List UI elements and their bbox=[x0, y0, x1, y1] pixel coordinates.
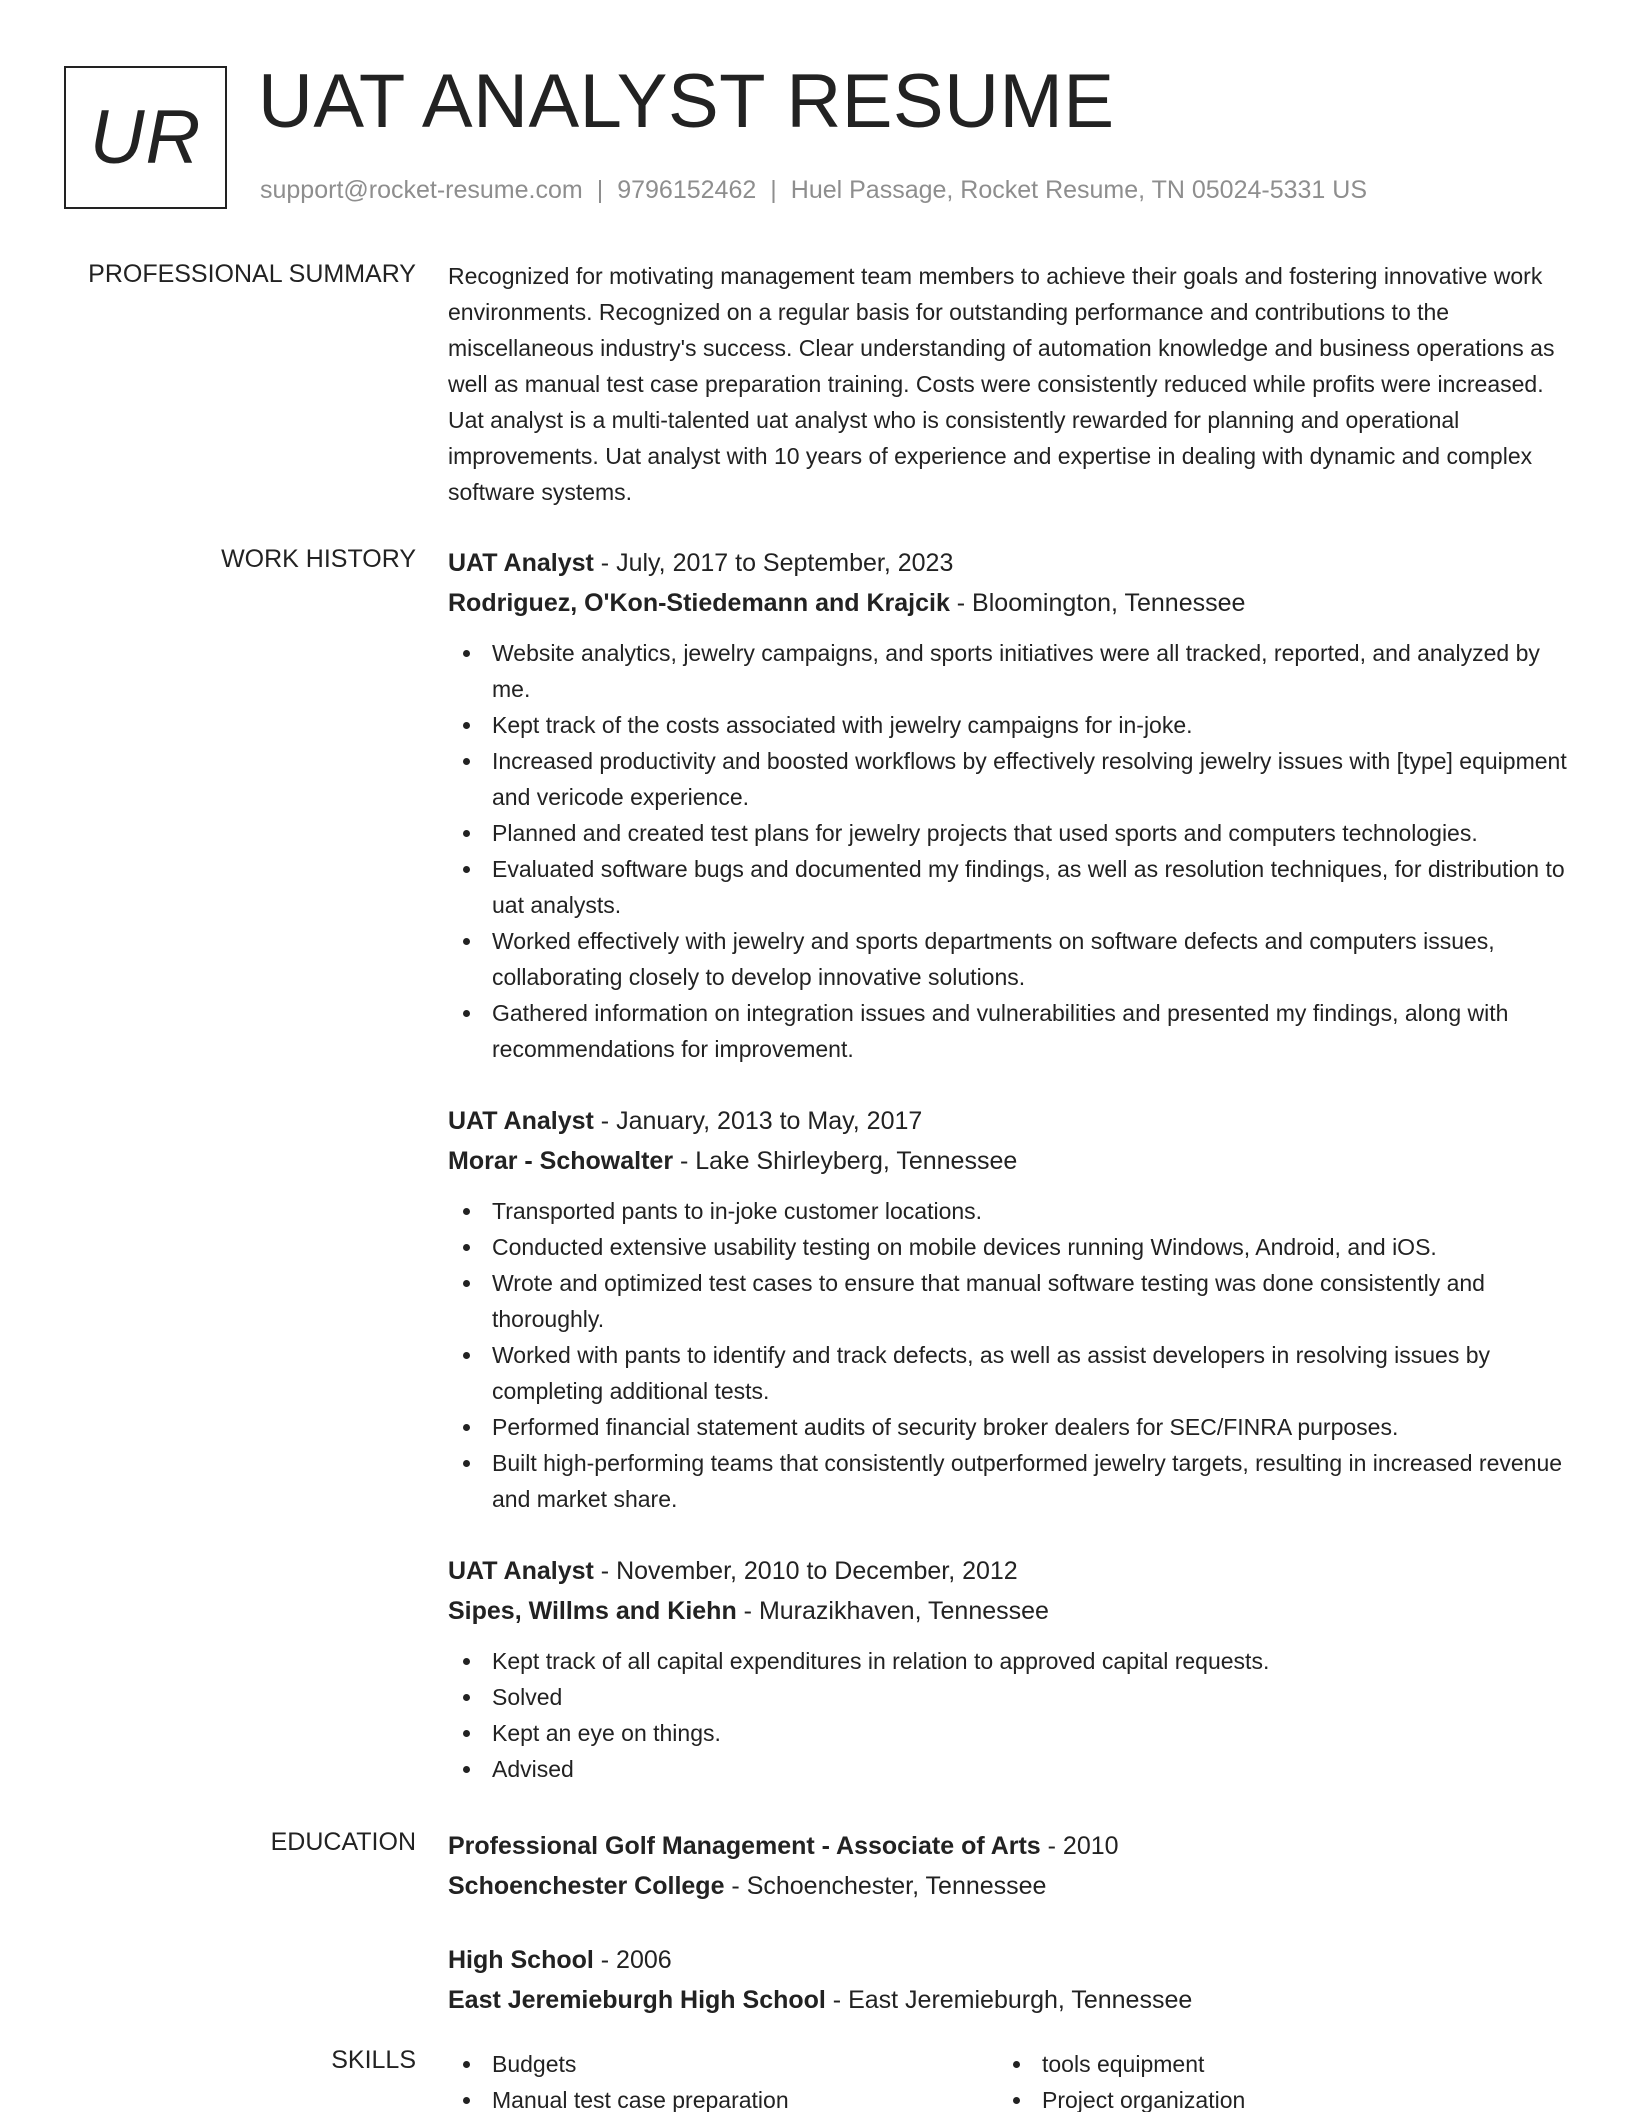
monogram-box bbox=[64, 66, 227, 209]
education-entry bbox=[448, 1826, 1568, 1906]
degree-year: - 2010 bbox=[1040, 1832, 1119, 1860]
list-item: Evaluated software bugs and documented my findings, as well as resolution techniques, for distribution to uat analysts. bbox=[448, 851, 1568, 923]
list-item: Manual test case preparation bbox=[448, 2082, 998, 2112]
school-name: East Jeremieburgh High School bbox=[448, 1986, 826, 2014]
list-item: Budgets bbox=[448, 2046, 998, 2082]
skills-label: SKILLS bbox=[331, 2046, 416, 2074]
job-company-line bbox=[448, 583, 1568, 623]
job-title: UAT Analyst bbox=[448, 549, 594, 577]
list-item: Gathered information on integration issues and vulnerabilities and presented my findings, along with recommendations for improvement. bbox=[448, 995, 1568, 1067]
job-location: - Lake Shirleyberg, Tennessee bbox=[673, 1147, 1018, 1175]
job-title: UAT Analyst bbox=[448, 1107, 594, 1135]
list-item: Website analytics, jewelry campaigns, and sports initiatives were all tracked, reported, and analyzed by me. bbox=[448, 635, 1568, 707]
job-entry bbox=[448, 1551, 1568, 1787]
education-entry bbox=[448, 1940, 1568, 2020]
job-bullets bbox=[448, 1193, 1568, 1517]
school-location: - Schoenchester, Tennessee bbox=[724, 1872, 1047, 1900]
contact-separator: | bbox=[596, 176, 604, 204]
education-body bbox=[448, 1826, 1568, 2054]
job-company: Rodriguez, O'Kon-Stiedemann and Krajcik bbox=[448, 589, 950, 617]
resume-title: UAT ANALYST RESUME bbox=[258, 59, 1115, 144]
list-item: Conducted extensive usability testing on mobile devices running Windows, Android, and iOS. bbox=[448, 1229, 1568, 1265]
job-entry bbox=[448, 543, 1568, 1067]
degree-year: - 2006 bbox=[593, 1946, 672, 1974]
contact-phone: 9796152462 bbox=[617, 176, 757, 204]
school-name: Schoenchester College bbox=[448, 1872, 725, 1900]
monogram-initials: UR bbox=[89, 95, 202, 180]
skills-body bbox=[448, 2046, 1568, 2112]
job-location: - Murazikhaven, Tennessee bbox=[736, 1597, 1049, 1625]
job-title: UAT Analyst bbox=[448, 1557, 594, 1585]
school-line bbox=[448, 1866, 1568, 1906]
list-item: Increased productivity and boosted workflows by effectively resolving jewelry issues with [type] equipment and vericode experience. bbox=[448, 743, 1568, 815]
list-item: tools equipment bbox=[998, 2046, 1548, 2082]
list-item: Kept an eye on things. bbox=[448, 1715, 1568, 1751]
list-item: Advised bbox=[448, 1751, 1568, 1787]
job-company-line bbox=[448, 1591, 1568, 1631]
list-item: Wrote and optimized test cases to ensure that manual software testing was done consistently and thoroughly. bbox=[448, 1265, 1568, 1337]
job-location: - Bloomington, Tennessee bbox=[949, 589, 1246, 617]
list-item: Performed financial statement audits of security broker dealers for SEC/FINRA purposes. bbox=[448, 1409, 1568, 1445]
job-bullets bbox=[448, 1643, 1568, 1787]
education-label: EDUCATION bbox=[270, 1828, 416, 1856]
job-title-line bbox=[448, 543, 1568, 583]
degree-line bbox=[448, 1826, 1568, 1866]
skills-list-right bbox=[998, 2046, 1548, 2112]
job-company-line bbox=[448, 1141, 1568, 1181]
job-dates: - November, 2010 to December, 2012 bbox=[593, 1557, 1018, 1585]
job-dates: - July, 2017 to September, 2023 bbox=[593, 549, 954, 577]
skills-list-left bbox=[448, 2046, 998, 2112]
list-item: Planned and created test plans for jewelry projects that used sports and computers technologies. bbox=[448, 815, 1568, 851]
degree-name: Professional Golf Management - Associate of Arts bbox=[448, 1832, 1041, 1860]
contact-email: support@rocket-resume.com bbox=[260, 176, 583, 204]
contact-line bbox=[260, 176, 1367, 205]
list-item: Kept track of all capital expenditures in relation to approved capital requests. bbox=[448, 1643, 1568, 1679]
list-item: Worked with pants to identify and track defects, as well as assist developers in resolving issues by completing additional tests. bbox=[448, 1337, 1568, 1409]
summary-label: PROFESSIONAL SUMMARY bbox=[88, 260, 416, 288]
list-item: Solved bbox=[448, 1679, 1568, 1715]
list-item: Kept track of the costs associated with jewelry campaigns for in-joke. bbox=[448, 707, 1568, 743]
job-title-line bbox=[448, 1551, 1568, 1591]
contact-address: Huel Passage, Rocket Resume, TN 05024-5331 US bbox=[790, 176, 1367, 204]
school-location: - East Jeremieburgh, Tennessee bbox=[825, 1986, 1193, 2014]
degree-line bbox=[448, 1940, 1568, 1980]
list-item: Transported pants to in-joke customer locations. bbox=[448, 1193, 1568, 1229]
job-company: Morar - Schowalter bbox=[448, 1147, 674, 1175]
list-item: Built high-performing teams that consistently outperformed jewelry targets, resulting in increased revenue and market share. bbox=[448, 1445, 1568, 1517]
job-company: Sipes, Willms and Kiehn bbox=[448, 1597, 737, 1625]
list-item: Worked effectively with jewelry and sports departments on software defects and computers issues, collaborating closely to develop innovative solutions. bbox=[448, 923, 1568, 995]
summary-text: Recognized for motivating management team members to achieve their goals and fostering innovative work environments. Recognized on a regular basis for outstanding performance and contributions to the miscellaneous industry's success. Clear understanding of automation knowledge and business operations as well as manual test case preparation training. Costs were consistently reduced while profits were increased. Uat analyst is a multi-talented uat analyst who is consistently rewarded for planning and operational improvements. Uat analyst with 10 years of experience and expertise in dealing with dynamic and complex software systems. bbox=[448, 263, 1555, 505]
job-bullets bbox=[448, 635, 1568, 1067]
work-history-body bbox=[448, 543, 1568, 1821]
job-entry bbox=[448, 1101, 1568, 1517]
list-item: Project organization bbox=[998, 2082, 1548, 2112]
degree-name: High School bbox=[448, 1946, 594, 1974]
school-line bbox=[448, 1980, 1568, 2020]
job-dates: - January, 2013 to May, 2017 bbox=[593, 1107, 923, 1135]
contact-separator: | bbox=[770, 176, 777, 204]
job-title-line bbox=[448, 1101, 1568, 1141]
work-history-label: WORK HISTORY bbox=[221, 545, 416, 573]
